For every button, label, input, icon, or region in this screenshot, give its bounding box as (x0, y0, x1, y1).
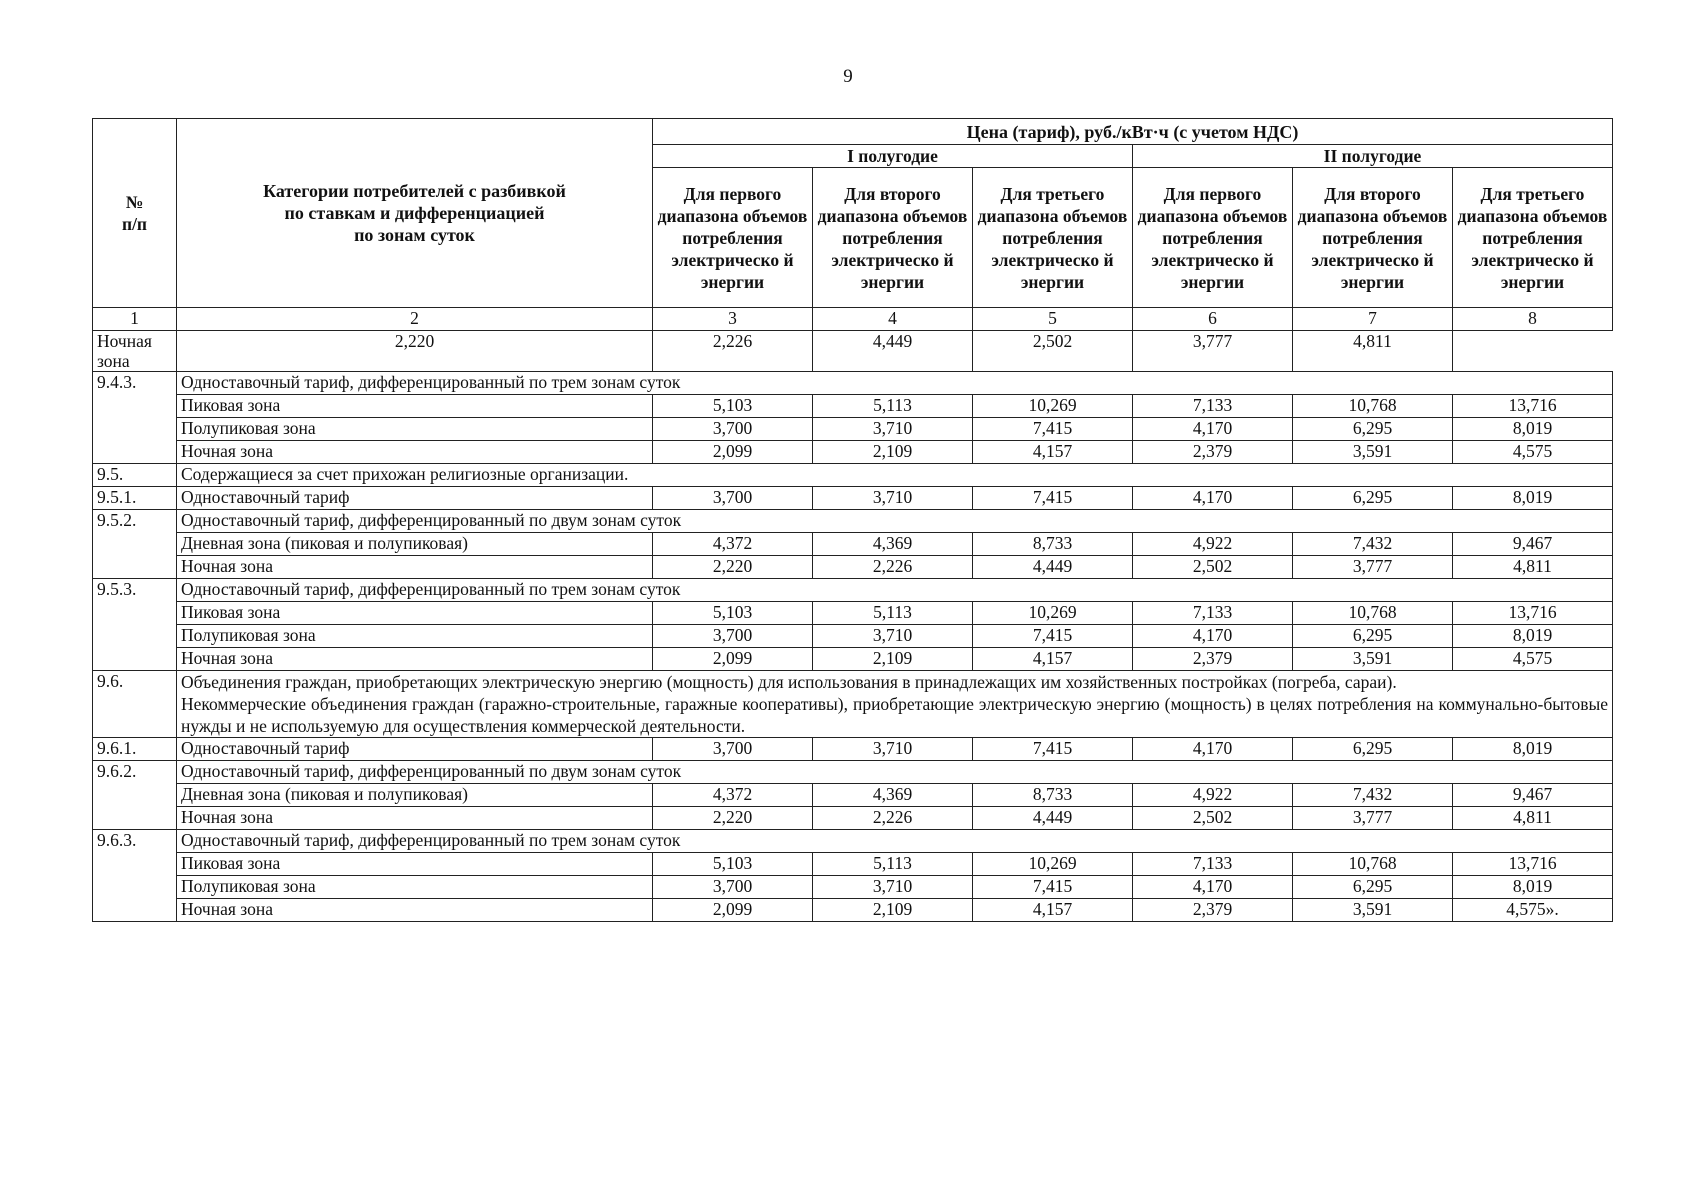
column-header-category: Категории потребителей с разбивкой по ставкам и дифференциацией по зонам суток (177, 119, 653, 308)
table-row (93, 853, 1613, 876)
column-number: 3 (653, 308, 813, 331)
price-value: 3,777 (1293, 556, 1453, 579)
price-value: 3,591 (1293, 441, 1453, 464)
column-number: 2 (177, 308, 653, 331)
page-number: 9 (843, 66, 853, 87)
table-row (93, 671, 1613, 738)
column-number: 6 (1133, 308, 1293, 331)
table-body (93, 308, 1613, 922)
table-row (93, 441, 1613, 464)
price-value: 8,733 (973, 533, 1133, 556)
price-value: 4,811 (1453, 556, 1613, 579)
price-value: 2,099 (653, 648, 813, 671)
price-value: 7,415 (973, 487, 1133, 510)
table-row (93, 533, 1613, 556)
price-value: 7,415 (973, 876, 1133, 899)
price-value: 8,019 (1453, 876, 1613, 899)
price-value: 3,710 (813, 625, 973, 648)
table-row (93, 579, 1613, 602)
price-value: 4,449 (973, 807, 1133, 830)
table-row (93, 602, 1613, 625)
row-code: 9.5.2. (93, 510, 177, 579)
row-category: Содержащиеся за счет прихожан религиозные организации. (177, 464, 1613, 487)
price-value: 7,133 (1133, 395, 1293, 418)
price-value: 4,157 (973, 899, 1133, 922)
price-value: 8,019 (1453, 738, 1613, 761)
row-zone-label: Ночная зона (177, 648, 653, 671)
table-row (93, 418, 1613, 441)
column-number-row (93, 308, 1613, 331)
row-code: 9.5. (93, 464, 177, 487)
table-row (93, 625, 1613, 648)
price-value: 4,170 (1133, 418, 1293, 441)
table-row (93, 830, 1613, 853)
price-value: 4,449 (973, 556, 1133, 579)
price-value: 4,811 (1293, 331, 1453, 372)
tariff-table (92, 118, 1613, 922)
price-value: 8,019 (1453, 487, 1613, 510)
price-value: 8,019 (1453, 625, 1613, 648)
price-value: 4,372 (653, 533, 813, 556)
row-zone-label: Полупиковая зона (177, 418, 653, 441)
price-value: 2,220 (653, 807, 813, 830)
price-header: Цена (тариф), руб./кВт·ч (с учетом НДС) (653, 119, 1613, 145)
price-value: 4,811 (1453, 807, 1613, 830)
price-value: 3,591 (1293, 899, 1453, 922)
price-value: 7,133 (1133, 853, 1293, 876)
price-value: 4,369 (813, 533, 973, 556)
price-value: 6,295 (1293, 487, 1453, 510)
price-value: 2,099 (653, 899, 813, 922)
table-row (93, 648, 1613, 671)
table-row (93, 372, 1613, 395)
table-row (93, 556, 1613, 579)
price-value: 3,710 (813, 876, 973, 899)
price-value: 10,768 (1293, 853, 1453, 876)
table-row (93, 487, 1613, 510)
column-number: 8 (1453, 308, 1613, 331)
row-code: 9.6.1. (93, 738, 177, 761)
price-value: 4,170 (1133, 876, 1293, 899)
price-value: 3,700 (653, 738, 813, 761)
table-header (93, 119, 1613, 308)
price-value: 6,295 (1293, 625, 1453, 648)
price-value: 5,103 (653, 602, 813, 625)
price-value: 2,502 (1133, 807, 1293, 830)
row-code: 9.6.2. (93, 761, 177, 830)
price-value: 9,467 (1453, 533, 1613, 556)
price-value: 3,700 (653, 876, 813, 899)
half-year-1-header: I полугодие (653, 145, 1133, 168)
row-category: Одноставочный тариф, дифференцированный по двум зонам суток (177, 761, 1613, 784)
range-header: Для первого диапазона объемов потребления электрическо й энергии (1133, 168, 1293, 308)
row-category: Одноставочный тариф, дифференцированный по трем зонам суток (177, 830, 1613, 853)
table-row (93, 510, 1613, 533)
row-code: 9.4.3. (93, 372, 177, 464)
price-value: 2,220 (177, 331, 653, 372)
price-value: 10,269 (973, 602, 1133, 625)
row-zone-label: Ночная зона (177, 807, 653, 830)
price-value: 6,295 (1293, 418, 1453, 441)
price-value: 13,716 (1453, 853, 1613, 876)
table-row (93, 899, 1613, 922)
price-value: 4,922 (1133, 784, 1293, 807)
table-row (93, 761, 1613, 784)
price-value: 4,170 (1133, 738, 1293, 761)
price-value: 2,109 (813, 441, 973, 464)
price-value: 10,768 (1293, 602, 1453, 625)
row-zone-label: Полупиковая зона (177, 625, 653, 648)
description-paragraph: Некоммерческие объединения граждан (гаражно-строительные, гаражные кооперативы), приобретающие электрическую энергию (мощность) в целях потребления на коммунально-бытовые нужды и не используемую для осуществления коммерческой деятельности. (181, 694, 1608, 736)
price-value: 7,415 (973, 738, 1133, 761)
range-header: Для третьего диапазона объемов потребления электрическо й энергии (1453, 168, 1613, 308)
price-value: 3,777 (1293, 807, 1453, 830)
price-value: 5,103 (653, 395, 813, 418)
price-value: 9,467 (1453, 784, 1613, 807)
column-number: 5 (973, 308, 1133, 331)
column-number: 4 (813, 308, 973, 331)
price-value: 4,369 (813, 784, 973, 807)
price-value: 4,575». (1453, 899, 1613, 922)
price-value: 5,113 (813, 853, 973, 876)
price-value: 6,295 (1293, 738, 1453, 761)
description-paragraph: Объединения граждан, приобретающих электрическую энергию (мощность) для использования в принадлежащих им хозяйственных постройках (погреба, сараи). (181, 672, 1397, 692)
row-zone-label: Пиковая зона (177, 395, 653, 418)
price-value: 13,716 (1453, 395, 1613, 418)
price-value: 4,449 (813, 331, 973, 372)
range-header: Для второго диапазона объемов потребления электрическо й энергии (1293, 168, 1453, 308)
price-value: 7,415 (973, 625, 1133, 648)
row-zone-label: Полупиковая зона (177, 876, 653, 899)
row-zone-label: Дневная зона (пиковая и полупиковая) (177, 784, 653, 807)
price-value: 5,113 (813, 395, 973, 418)
row-code: 9.6.3. (93, 830, 177, 922)
price-value: 2,502 (973, 331, 1133, 372)
price-value: 2,109 (813, 899, 973, 922)
table-row (93, 464, 1613, 487)
price-value: 4,575 (1453, 441, 1613, 464)
column-header-number: № п/п (93, 119, 177, 308)
price-value: 3,700 (653, 625, 813, 648)
row-zone-label: Пиковая зона (177, 602, 653, 625)
price-value: 7,432 (1293, 784, 1453, 807)
price-value: 2,379 (1133, 899, 1293, 922)
price-value: 2,220 (653, 556, 813, 579)
price-value: 2,226 (813, 556, 973, 579)
half-year-2-header: II полугодие (1133, 145, 1613, 168)
row-category: Одноставочный тариф, дифференцированный по трем зонам суток (177, 579, 1613, 602)
price-value: 5,103 (653, 853, 813, 876)
row-category-description (177, 671, 1613, 738)
row-zone-label: Ночная зона (93, 331, 177, 372)
price-value: 3,710 (813, 738, 973, 761)
row-category: Одноставочный тариф (177, 738, 653, 761)
row-category: Одноставочный тариф (177, 487, 653, 510)
row-zone-label: Ночная зона (177, 556, 653, 579)
price-value: 4,922 (1133, 533, 1293, 556)
row-code: 9.5.1. (93, 487, 177, 510)
row-category: Одноставочный тариф, дифференцированный по двум зонам суток (177, 510, 1613, 533)
price-value: 7,133 (1133, 602, 1293, 625)
range-header: Для второго диапазона объемов потребления электрическо й энергии (813, 168, 973, 308)
price-value: 3,700 (653, 418, 813, 441)
price-value: 8,733 (973, 784, 1133, 807)
row-code: 9.5.3. (93, 579, 177, 671)
price-value: 2,379 (1133, 648, 1293, 671)
row-zone-label: Дневная зона (пиковая и полупиковая) (177, 533, 653, 556)
price-value: 2,109 (813, 648, 973, 671)
row-zone-label: Пиковая зона (177, 853, 653, 876)
table-row (93, 738, 1613, 761)
price-value: 2,502 (1133, 556, 1293, 579)
range-header: Для третьего диапазона объемов потребления электрическо й энергии (973, 168, 1133, 308)
row-category: Одноставочный тариф, дифференцированный по трем зонам суток (177, 372, 1613, 395)
price-value: 3,700 (653, 487, 813, 510)
table-row (93, 876, 1613, 899)
table-row (93, 784, 1613, 807)
price-value: 4,157 (973, 441, 1133, 464)
table-row (93, 395, 1613, 418)
row-code: 9.6. (93, 671, 177, 738)
price-value: 4,157 (973, 648, 1133, 671)
row-zone-label: Ночная зона (177, 899, 653, 922)
price-value: 10,269 (973, 853, 1133, 876)
price-value: 3,591 (1293, 648, 1453, 671)
price-value: 2,379 (1133, 441, 1293, 464)
price-value: 13,716 (1453, 602, 1613, 625)
price-value: 4,170 (1133, 625, 1293, 648)
table-row (93, 807, 1613, 830)
price-value: 4,372 (653, 784, 813, 807)
price-value: 3,710 (813, 418, 973, 441)
row-zone-label: Ночная зона (177, 441, 653, 464)
price-value: 7,432 (1293, 533, 1453, 556)
price-value: 4,170 (1133, 487, 1293, 510)
price-value: 3,777 (1133, 331, 1293, 372)
price-value: 5,113 (813, 602, 973, 625)
price-value: 2,099 (653, 441, 813, 464)
column-number: 7 (1293, 308, 1453, 331)
price-value: 6,295 (1293, 876, 1453, 899)
range-header: Для первого диапазона объемов потребления электрическо й энергии (653, 168, 813, 308)
table-row (93, 331, 1613, 372)
price-value: 8,019 (1453, 418, 1613, 441)
price-value: 7,415 (973, 418, 1133, 441)
price-value: 4,575 (1453, 648, 1613, 671)
price-value: 3,710 (813, 487, 973, 510)
price-value: 10,269 (973, 395, 1133, 418)
price-value: 2,226 (813, 807, 973, 830)
price-value: 10,768 (1293, 395, 1453, 418)
price-value: 2,226 (653, 331, 813, 372)
column-number: 1 (93, 308, 177, 331)
